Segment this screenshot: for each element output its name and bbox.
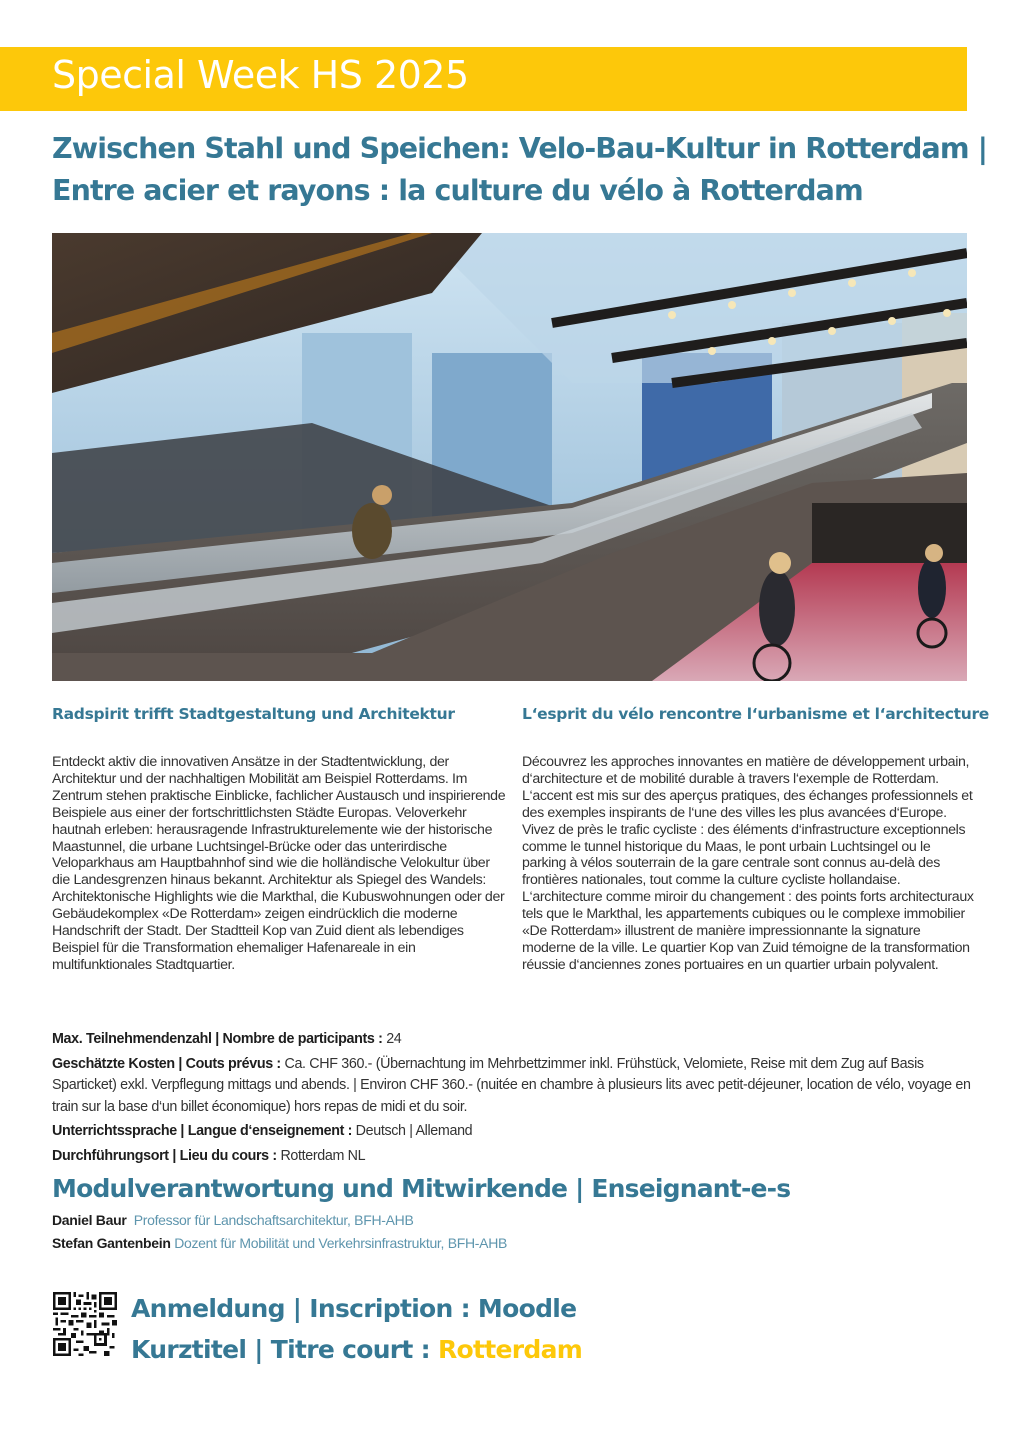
- description-fr-body: Découvrez les approches innovantes en matière de développement urbain, d‘architecture et de mobilité durable à travers l‘exemple de Rotterdam. L‘accent est mis sur des aperçus pratiques, des échanges professionnels et des exemples inspirants de l‘une des villes les plus avancées d‘Europe. Vivez de près le trafic cycliste : des éléments d‘infrastructure exceptionnels comme le tunnel historique du Maas, le pont urbain Luchtsingel ou le parking à vélos souterrain de la gare centrale sont connus au-delà des frontières nationales, tout comme la culture cycliste hollandaise. L‘architecture comme miroir du changement : des points forts architecturaux tels que le Markthal, les appartements cubiques ou le complexe immobilier «De Rotterdam» illustrent de manière impressionnante la signature moderne de la ville. Le quartier Kop van Zuid témoigne de la transformation réussie d‘anciennes zones portuaires en un quartier urbain polyvalent.: [522, 754, 974, 973]
- course-facts: [52, 1029, 972, 1170]
- staff-name: Stefan Gantenbein: [52, 1235, 171, 1251]
- staff-list: [52, 1209, 507, 1255]
- fact-label: Durchführungsort | Lieu du cours :: [52, 1147, 281, 1164]
- description-fr-heading: L‘esprit du vélo rencontre l‘urbanisme et l‘architecture: [522, 705, 990, 723]
- registration-info: [131, 1288, 582, 1370]
- short-title-line: [131, 1329, 582, 1370]
- fact-costs: [52, 1054, 972, 1119]
- fact-location: [52, 1146, 972, 1168]
- short-title-label: Kurztitel | Titre court :: [131, 1335, 438, 1364]
- staff-heading: Modulverantwortung und Mitwirkende | Enseignant-e-s: [52, 1174, 791, 1203]
- description-fr: [522, 705, 990, 974]
- fact-label: Max. Teilnehmendenzahl | Nombre de participants :: [52, 1031, 387, 1047]
- fact-label: Unterrichtssprache | Langue d‘enseignement :: [52, 1123, 356, 1139]
- staff-name: Daniel Baur: [52, 1212, 127, 1228]
- staff-member: [52, 1209, 507, 1232]
- title-line-de: Zwischen Stahl und Speichen: Velo-Bau-Kultur in Rotterdam |: [52, 132, 988, 165]
- photo-illustration: [52, 233, 967, 681]
- short-title-value: Rotterdam: [437, 1335, 583, 1364]
- header-banner: [0, 47, 967, 111]
- fact-value: 24: [386, 1031, 402, 1047]
- fact-value: Deutsch | Allemand: [355, 1123, 473, 1139]
- registration-line: Anmeldung | Inscription : Moodle: [131, 1294, 577, 1323]
- staff-role: Professor für Landschaftsarchitektur, BFH-AHB: [133, 1212, 414, 1228]
- banner-title: Special Week HS 2025: [52, 53, 469, 97]
- title-line-fr: Entre acier et rayons : la culture du vélo à Rotterdam: [52, 174, 863, 207]
- description-de-body: Entdeckt aktiv die innovativen Ansätze in der Stadtentwicklung, der Architektur und der nachhaltigen Mobilität am Beispiel Rotterdams. Im Zentrum stehen praktische Einblicke, fachlicher Austausch und inspirierende Beispiele aus einer der fortschrittlichsten Städte Europas. Veloverkehr hautnah erleben: herausragende Infrastrukturelemente wie der historische Maastunnel, die urbane Luchtsingel-Brücke oder das unterirdische Veloparkhaus am Hauptbahnhof sind wie die holländische Velokultur über die Landesgrenzen hinaus bekannt. Architektur als Spiegel des Wandels: Architektonische Highlights wie die Markthal, die Kubuswohnungen oder der Gebäudekomplex «De Rotterdam» zeigen eindrücklich die moderne Handschrift der Stadt. Der Stadtteil Kop van Zuid dient als lebendiges Beispiel für die Transformation ehemaliger Hafenareale in ein multifunktionales Stadtquartier.: [52, 754, 506, 973]
- fact-label: Geschätzte Kosten | Couts prévus :: [52, 1055, 285, 1072]
- fact-value: Ca. CHF 360.- (Übernachtung im Mehrbettzimmer inkl. Frühstück, Velomiete, Reise mit dem Zug auf Basis Sparticket) exkl. Verpflegung mittags und abends. | Environ CHF 360.- (nuitée en chambre à plusieurs lits avec petit-déjeuner, location de vélo, voyage en train sur la base d‘un billet économique) hors repas de midi et du soir.: [52, 1055, 971, 1115]
- page-title: [52, 128, 988, 212]
- fact-value: Rotterdam NL: [280, 1147, 366, 1164]
- description-de-heading: Radspirit trifft Stadtgestaltung und Architektur: [52, 705, 455, 723]
- description-de: [52, 705, 507, 974]
- qr-code-icon[interactable]: [53, 1292, 117, 1356]
- fact-participants: [52, 1029, 972, 1051]
- staff-role: Dozent für Mobilität und Verkehrsinfrastruktur, BFH-AHB: [174, 1235, 508, 1251]
- hero-photo: [52, 233, 967, 681]
- staff-member: [52, 1232, 507, 1255]
- fact-language: [52, 1121, 972, 1143]
